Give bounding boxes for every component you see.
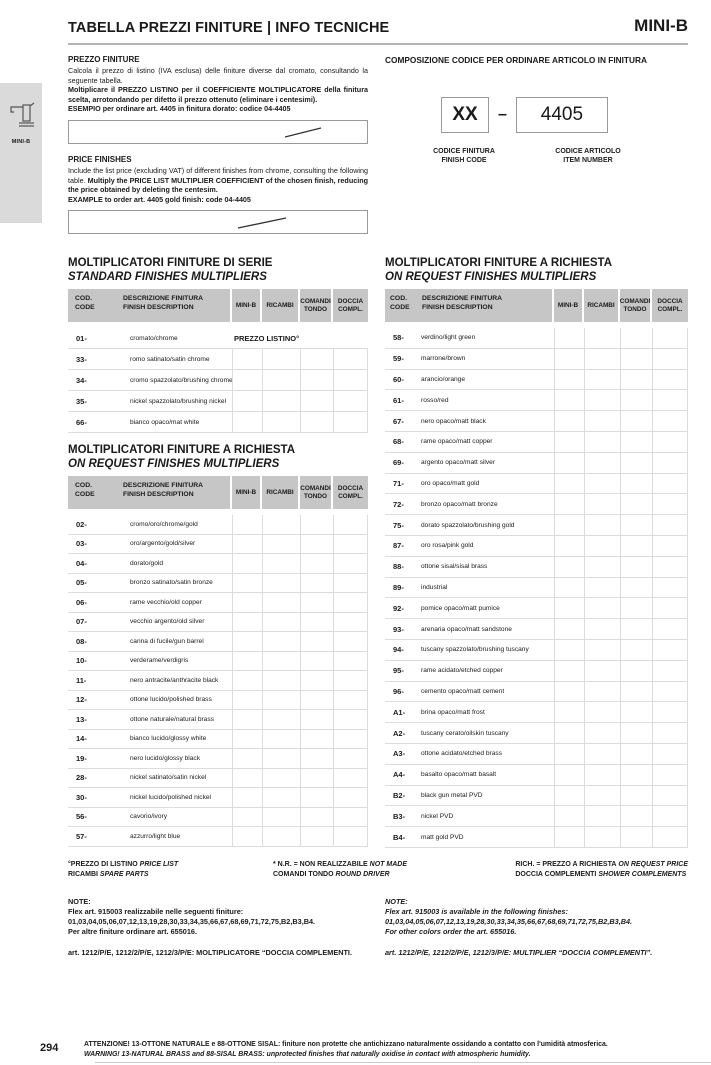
table-row: 58- verdino/light green xyxy=(385,328,688,349)
table-row: 66- bianco opaco/mat white xyxy=(68,412,368,433)
bottom-rule xyxy=(95,1062,711,1063)
finish-code-label: CODICE FINITURA FINISH CODE xyxy=(433,148,495,164)
price-finishes-text-it: Calcola il prezzo di listino (IVA esclusa) delle finiture diverse dal cromato, consultando la seguente tabella. Moltiplicare il PREZZO LISTINO per il COEFFICIENTE MOLTIPLICATORE della finitura scelta, arrotondando per difetto il prezzo ottenuto (eliminare i centesimi). ESEMPIO per ordinare art. 4405 in finitura dorato: codice 04-4405 xyxy=(68,66,368,114)
table-row: B2- black gun metal PVD xyxy=(385,786,688,807)
table-row: B3- nickel PVD xyxy=(385,806,688,827)
table-row: 28- nickel satinato/satin nickel xyxy=(68,769,368,789)
table-row: 19- nero lucido/glossy black xyxy=(68,749,368,769)
standard-finishes-table xyxy=(68,328,368,433)
table-row: 08- canna di fucile/gun barrel xyxy=(68,632,368,652)
table-row: 01- cromato/chrome PREZZO LISTINO° xyxy=(68,328,368,349)
finish-code-box: XX xyxy=(441,97,489,133)
table-row: 93- arenaria opaco/matt sandstone xyxy=(385,619,688,640)
table-row: 67- nero opaco/matt black xyxy=(385,411,688,432)
request-finishes-table-right xyxy=(385,328,688,848)
table-row: 06- rame vecchio/old copper xyxy=(68,593,368,613)
page-number: 294 xyxy=(40,1042,59,1054)
side-tab xyxy=(0,83,42,223)
table-row: 68- rame opaco/matt copper xyxy=(385,432,688,453)
table-row: 59- marrone/brown xyxy=(385,349,688,370)
table-row: 04- dorato/gold xyxy=(68,554,368,574)
table-row: 07- vecchio argento/old silver xyxy=(68,613,368,633)
legend xyxy=(68,860,688,881)
table-row: 87- oro rosa/pink gold xyxy=(385,536,688,557)
table-row: 12- ottone lucido/polished brass xyxy=(68,691,368,711)
table-row: 95- rame acidato/etched copper xyxy=(385,661,688,682)
price-finishes-section xyxy=(68,55,368,245)
example-code-box-en xyxy=(68,210,368,234)
price-finishes-heading-en: PRICE FINISHES xyxy=(68,154,132,164)
side-tab-label: MINI-B xyxy=(11,139,31,145)
composition-heading: COMPOSIZIONE CODICE PER ORDINARE ARTICOLO IN FINITURA xyxy=(385,55,647,65)
table-row: 35- nickel spazzolato/brushing nickel xyxy=(68,391,368,412)
price-finishes-text-en: Include the list price (excluding VAT) of different finishes from chrome, consulting the following table. Multiply the PRICE LIST MULTIPLIER COEFFICIENT of the chosen finish, reducing the price obtained by deleting the centesim. EXAMPLE to order art. 4405 gold finish: code 04-4405 xyxy=(68,165,368,204)
legend-item: * N.R. = NON REALIZZABILE NOT MADE COMANDI TONDO ROUND DRIVER xyxy=(273,860,407,879)
legend-item: RICH. = PREZZO A RICHIESTA ON REQUEST PRICE DOCCIA COMPLEMENTI SHOWER COMPLEMENTS xyxy=(515,860,688,879)
table-row: 88- ottone sisal/sisal brass xyxy=(385,557,688,578)
table-row: A2- tuscany cerato/oilskin tuscany xyxy=(385,723,688,744)
page-title: TABELLA PREZZI FINITURE | INFO TECNICHE xyxy=(68,20,390,36)
table-row: 13- ottone naturale/natural brass xyxy=(68,710,368,730)
table-row: 72- bronzo opaco/matt bronze xyxy=(385,494,688,515)
table-header: COD. CODE DESCRIZIONE FINITURA FINISH DESCRIPTION MINI-B RICAMBI COMANDI TONDO DOCCIA COMPL. xyxy=(68,289,368,322)
table-row: A3- ottone acidato/etched brass xyxy=(385,744,688,765)
table-row: 89- industrial xyxy=(385,578,688,599)
table-row: 61- rosso/red xyxy=(385,390,688,411)
table-row: 11- nero antracite/anthracite black xyxy=(68,671,368,691)
table-row: 92- pomice opaco/matt pumice xyxy=(385,598,688,619)
table-row: 02- cromo/oro/chrome/gold xyxy=(68,515,368,535)
request-table-right-title: MOLTIPLICATORI FINITURE A RICHIESTA ON REQUEST FINISHES MULTIPLIERS xyxy=(385,257,613,283)
item-number-label: CODICE ARTICOLO ITEM NUMBER xyxy=(555,148,621,164)
item-number-box: 4405 xyxy=(516,97,608,133)
table-row: 94- tuscany spazzolato/brushing tuscany xyxy=(385,640,688,661)
table-row: 33- romo satinato/satin chrome xyxy=(68,349,368,370)
table-row: 03- oro/argento/gold/silver xyxy=(68,535,368,555)
table-row: A4- basalto opaco/matt basalt xyxy=(385,765,688,786)
table-row: 60- arancio/orange xyxy=(385,370,688,391)
note-english: NOTE: Flex art. 915003 is available in the following finishes: 01,03,04,05,06,07,12,13,19,28,30,33,34,35,66,67,68,69,71,72,75,B2,B3,B4. For other colors order the art. 655016. art. 1212/P/E, 1212/2/P/E, 1212/3/P/E: MULTIPLIER “DOCCIA COMPLEMENTI”. xyxy=(385,896,653,957)
code-separator: – xyxy=(498,106,507,123)
page-header xyxy=(68,0,688,45)
table-row: 30- nickel lucido/polished nickel xyxy=(68,788,368,808)
table-row: B4- matt gold PVD xyxy=(385,827,688,848)
faucet-icon xyxy=(7,99,35,133)
request-table-left-title: MOLTIPLICATORI FINITURE A RICHIESTA ON REQUEST FINISHES MULTIPLIERS xyxy=(68,444,296,470)
table-header: COD. CODE DESCRIZIONE FINITURA FINISH DESCRIPTION MINI-B RICAMBI COMANDI TONDO DOCCIA COMPL. xyxy=(385,289,688,322)
page-footer xyxy=(40,1040,711,1059)
table-row: 71- oro opaco/matt gold xyxy=(385,474,688,495)
table-row: 96- cemento opaco/matt cement xyxy=(385,682,688,703)
table-row: 57- azzurro/light blue xyxy=(68,827,368,847)
note-italian: NOTE: Flex art. 915003 realizzabile nelle seguenti finiture: 01,03,04,05,06,07,12,13,19,28,30,33,34,35,66,67,68,69,71,72,75,B2,B3,B4. Per altre finiture ordinare art. 655016. art. 1212/P/E, 1212/2/P/E, 1212/3/P/E: MOLTIPLICATORE “DOCCIA COMPLEMENTI. xyxy=(68,896,352,957)
table-row: 34- cromo spazzolato/brushing chrome xyxy=(68,370,368,391)
request-finishes-table-left xyxy=(68,515,368,847)
table-row: 75- dorato spazzolato/brushing gold xyxy=(385,515,688,536)
table-row: 14- bianco lucido/glossy white xyxy=(68,730,368,750)
table-header: COD. CODE DESCRIZIONE FINITURA FINISH DESCRIPTION MINI-B RICAMBI COMANDI TONDO DOCCIA COMPL. xyxy=(68,476,368,509)
table-row: 56- cavorio/ivory xyxy=(68,808,368,828)
code-composition-section xyxy=(385,55,688,245)
table-row: 69- argento opaco/matt silver xyxy=(385,453,688,474)
price-finishes-heading-it: PREZZO FINITURE xyxy=(68,55,140,64)
standard-table-title: MOLTIPLICATORI FINITURE DI SERIE STANDARD FINISHES MULTIPLIERS xyxy=(68,257,273,283)
legend-item: °PREZZO DI LISTINO PRICE LIST RICAMBI SPARE PARTS xyxy=(68,860,179,879)
table-row: 10- verderame/verdigris xyxy=(68,652,368,672)
example-code-box-it xyxy=(68,120,368,144)
warning-text: ATTENZIONE! 13-OTTONE NATURALE e 88-OTTONE SISAL: finiture non protette che antichizzano naturalmente ossidando a contatto con l'umidità atmosferica. WARNING! 13-NATURAL BRASS and 88-SISAL BRASS: unprotected finishes that naturally oxidise in contact with atmospheric humidity. xyxy=(84,1041,608,1058)
table-row: A1- brina opaco/matt frost xyxy=(385,702,688,723)
model-name: MINI-B xyxy=(634,16,688,35)
table-row: 05- bronzo satinato/satin bronze xyxy=(68,574,368,594)
